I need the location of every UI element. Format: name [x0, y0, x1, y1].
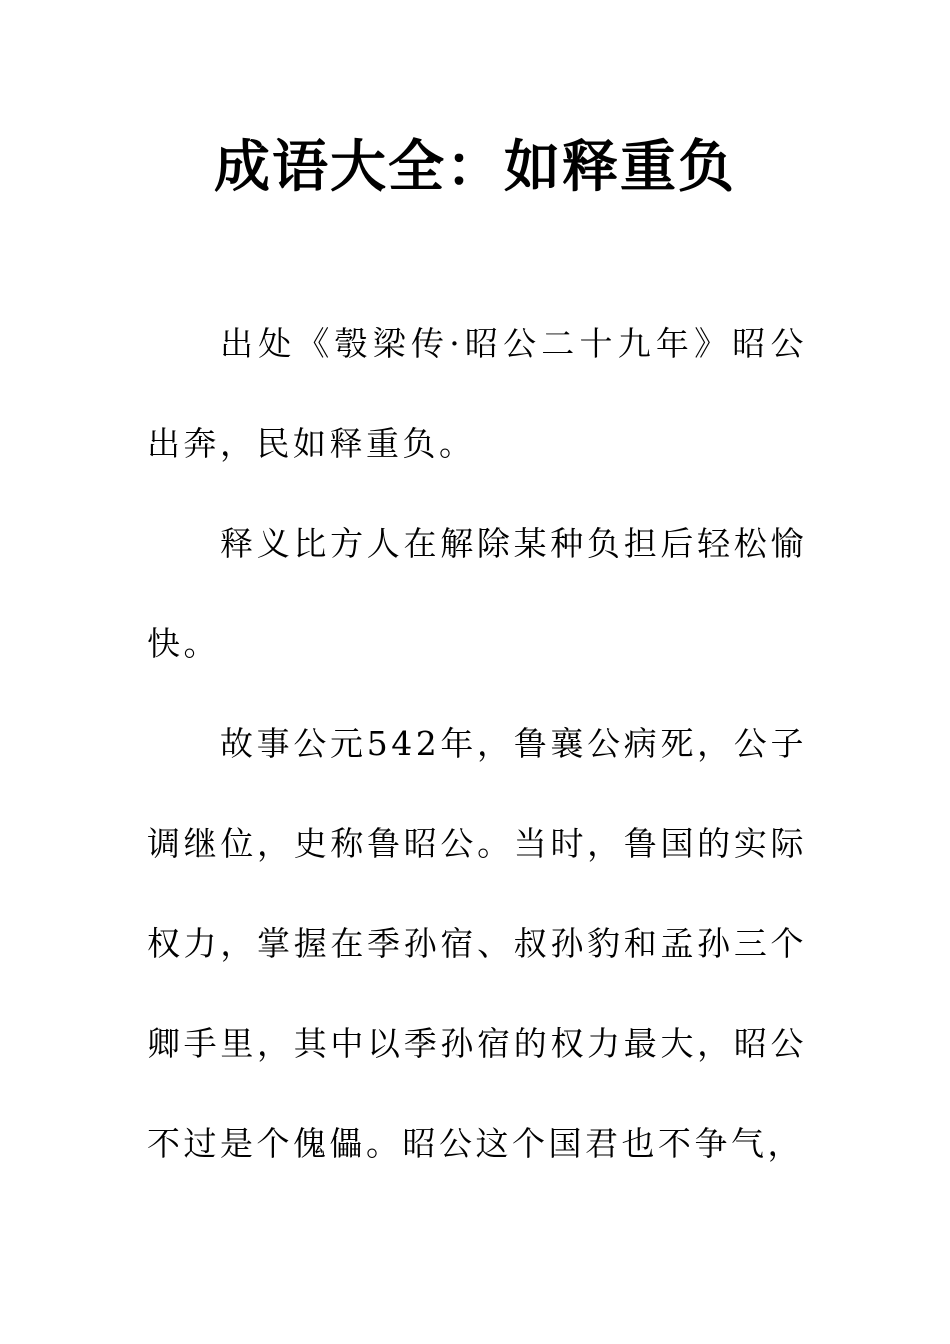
page-title: 成语大全：如释重负	[214, 135, 736, 200]
document-body	[147, 294, 807, 1194]
paragraph-source: 出处《彀梁传·昭公二十九年》昭公出奔，民如释重负。	[147, 324, 807, 463]
paragraph-meaning: 释义比方人在解除某种负担后轻松愉快。	[147, 524, 807, 663]
paragraph-story: 故事公元542年，鲁襄公病死，公子调继位，史称鲁昭公。当时，鲁国的实际权力，掌握在季孙宿、叔孙豹和孟孙三个卿手里，其中以季孙宿的权力最大，昭公不过是个傀儡。昭公这个国君也不争气，	[147, 724, 807, 1163]
